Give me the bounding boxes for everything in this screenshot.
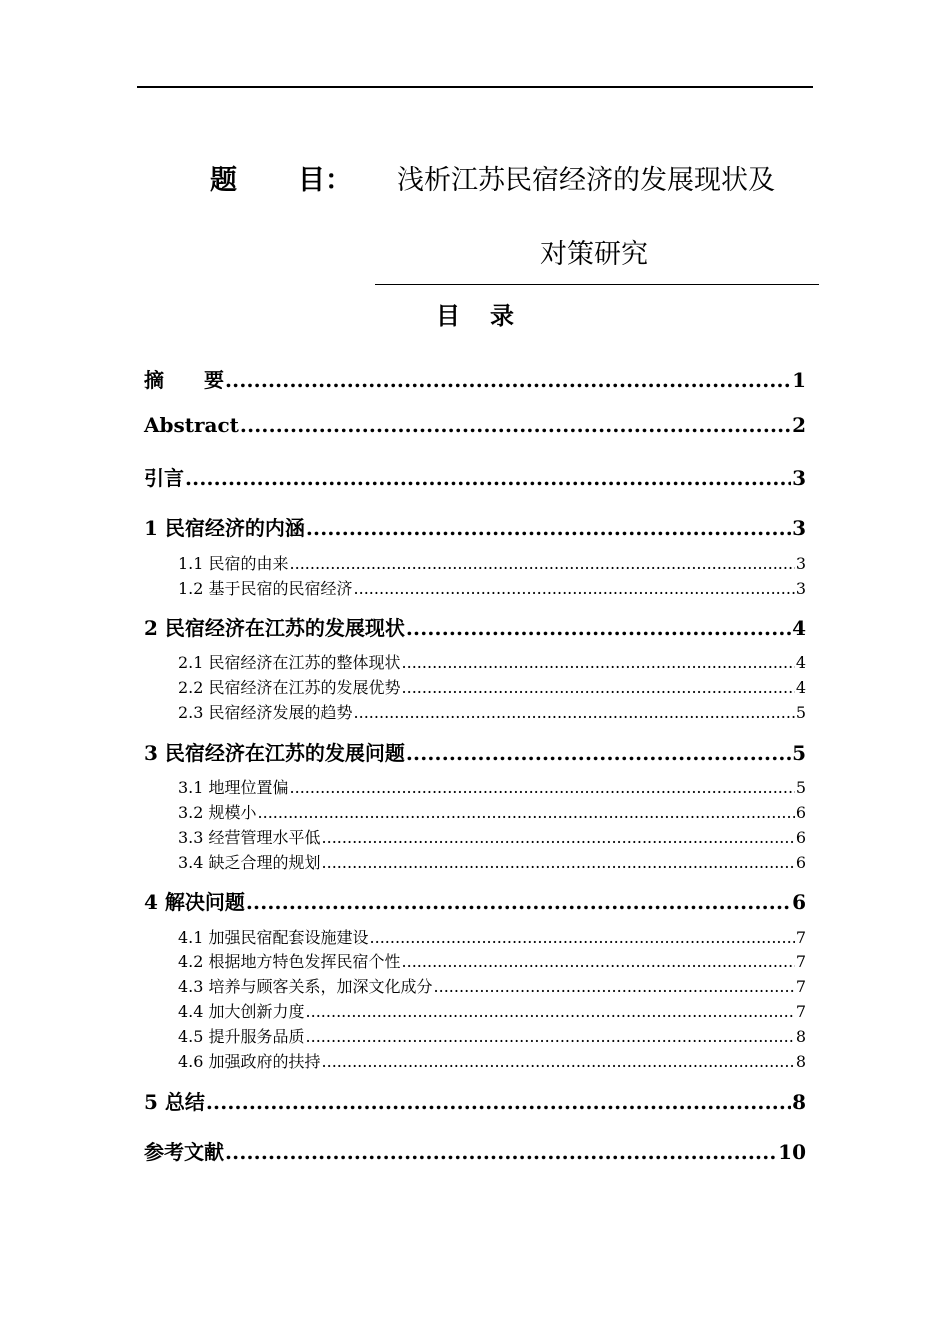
toc-entry-label: 2.2 民宿经济在江苏的发展优势	[178, 678, 401, 697]
toc-entry-page: 5	[795, 703, 806, 722]
toc-leader	[290, 554, 795, 573]
toc-leader	[306, 1002, 795, 1021]
toc-leader	[322, 853, 795, 872]
toc-entry-page: 7	[795, 952, 806, 971]
toc-entry-label: 5 总结	[144, 1090, 205, 1114]
toc-subentry[interactable]	[178, 850, 806, 873]
toc-entry-page: 6	[795, 853, 806, 872]
toc-leader	[206, 1090, 791, 1114]
toc-entry-label: 4 解决问题	[144, 890, 245, 914]
toc-entry-page: 5	[795, 778, 806, 797]
toc-heading: 目录	[436, 301, 544, 330]
toc-leader	[406, 616, 791, 640]
toc-entry-label: 4.2 根据地方特色发挥民宿个性	[178, 952, 401, 971]
toc-entry-page: 4	[795, 678, 806, 697]
toc-leader	[185, 466, 791, 490]
toc-entry-label: 2 民宿经济在江苏的发展现状	[144, 616, 405, 640]
toc-entry-label: 1 民宿经济的内涵	[144, 516, 305, 540]
toc-entry-page: 8	[795, 1027, 806, 1046]
toc-entry-label: 引言	[144, 466, 184, 490]
toc-entry-page: 5	[792, 741, 806, 765]
toc-entry-page: 2	[792, 413, 806, 437]
toc-entry-label: 1.2 基于民宿的民宿经济	[178, 579, 353, 598]
toc-subentry[interactable]	[178, 675, 806, 698]
toc-entry[interactable]	[144, 612, 806, 641]
toc-entry[interactable]	[144, 512, 806, 541]
toc-subentry[interactable]	[178, 999, 806, 1022]
toc-entry-label: 2.3 民宿经济发展的趋势	[178, 703, 353, 722]
toc-entry-page: 6	[795, 828, 806, 847]
toc-leader	[402, 653, 795, 672]
toc-subentry[interactable]	[178, 551, 806, 574]
toc-entry-label: Abstract	[144, 413, 239, 437]
toc-entry-label: 2.1 民宿经济在江苏的整体现状	[178, 653, 401, 672]
toc-subentry[interactable]	[178, 974, 806, 997]
toc-leader	[434, 977, 795, 996]
toc-subentry[interactable]	[178, 700, 806, 723]
toc-entry[interactable]	[144, 364, 806, 393]
toc-entry[interactable]	[144, 886, 806, 915]
toc-entry-page: 3	[792, 516, 806, 540]
toc-leader	[290, 778, 795, 797]
toc-entry-page: 7	[795, 1002, 806, 1021]
toc-entry-page: 1	[792, 368, 806, 392]
toc-leader	[354, 579, 795, 598]
toc-entry-page: 7	[795, 928, 806, 947]
toc-leader	[246, 890, 791, 914]
toc-entry-page: 6	[795, 803, 806, 822]
toc-entry-label: 4.5 提升服务品质	[178, 1027, 305, 1046]
toc-subentry[interactable]	[178, 1024, 806, 1047]
toc-subentry[interactable]	[178, 650, 806, 673]
toc-entry-label: 3.1 地理位置偏	[178, 778, 289, 797]
toc-subentry[interactable]	[178, 949, 806, 972]
toc-entry-label: 4.6 加强政府的扶持	[178, 1052, 321, 1071]
toc-subentry[interactable]	[178, 775, 806, 798]
toc-entry-label: 3 民宿经济在江苏的发展问题	[144, 741, 405, 765]
toc-leader	[402, 678, 795, 697]
toc-entry[interactable]	[144, 1136, 806, 1165]
toc-leader	[354, 703, 795, 722]
title-line-1: 浅析江苏民宿经济的发展现状及	[397, 165, 775, 196]
toc-entry-page: 8	[795, 1052, 806, 1071]
toc-entry-label: 4.4 加大创新力度	[178, 1002, 305, 1021]
toc-leader	[306, 516, 791, 540]
toc-entry-page: 4	[795, 653, 806, 672]
toc-entry-label: 1.1 民宿的由来	[178, 554, 289, 573]
toc-leader	[402, 952, 795, 971]
toc-entry-page: 3	[795, 579, 806, 598]
toc-entry-label: 3.3 经营管理水平低	[178, 828, 321, 847]
toc-entry-page: 4	[792, 616, 806, 640]
toc-entry[interactable]	[144, 462, 806, 491]
toc-subentry[interactable]	[178, 825, 806, 848]
toc-entry-label: 3.4 缺乏合理的规划	[178, 853, 321, 872]
toc-entry-page: 7	[795, 977, 806, 996]
toc-entry-label: 3.2 规模小	[178, 803, 257, 822]
toc-entry-label: 4.3 培养与顾客关系，加深文化成分	[178, 977, 433, 996]
toc-entry-page: 3	[792, 466, 806, 490]
toc-entry[interactable]	[144, 737, 806, 766]
toc-entry-label: 参考文献	[144, 1140, 224, 1164]
toc-entry[interactable]	[144, 413, 806, 437]
toc-entry-page: 10	[778, 1140, 806, 1164]
toc-leader	[225, 1140, 777, 1164]
toc-entry-page: 6	[792, 890, 806, 914]
toc-entry-page: 3	[795, 554, 806, 573]
toc-leader	[225, 368, 791, 392]
toc-subentry[interactable]	[178, 1049, 806, 1072]
toc-leader	[240, 413, 791, 437]
toc-subentry[interactable]	[178, 800, 806, 823]
toc-entry-label: 摘 要	[144, 368, 224, 392]
toc-leader	[258, 803, 795, 822]
toc-subentry[interactable]	[178, 576, 806, 599]
toc-leader	[406, 741, 791, 765]
toc-subentry[interactable]	[178, 925, 806, 948]
toc-entry[interactable]	[144, 1086, 806, 1115]
title-label-char1: 题	[210, 165, 237, 196]
toc-leader	[306, 1027, 795, 1046]
toc-entry-label: 4.1 加强民宿配套设施建设	[178, 928, 369, 947]
toc-leader	[322, 828, 795, 847]
toc-leader	[370, 928, 795, 947]
toc-leader	[322, 1052, 795, 1071]
title-label-char2: 目：	[298, 165, 352, 196]
toc-entry-page: 8	[792, 1090, 806, 1114]
title-line-2: 对策研究	[540, 239, 648, 270]
